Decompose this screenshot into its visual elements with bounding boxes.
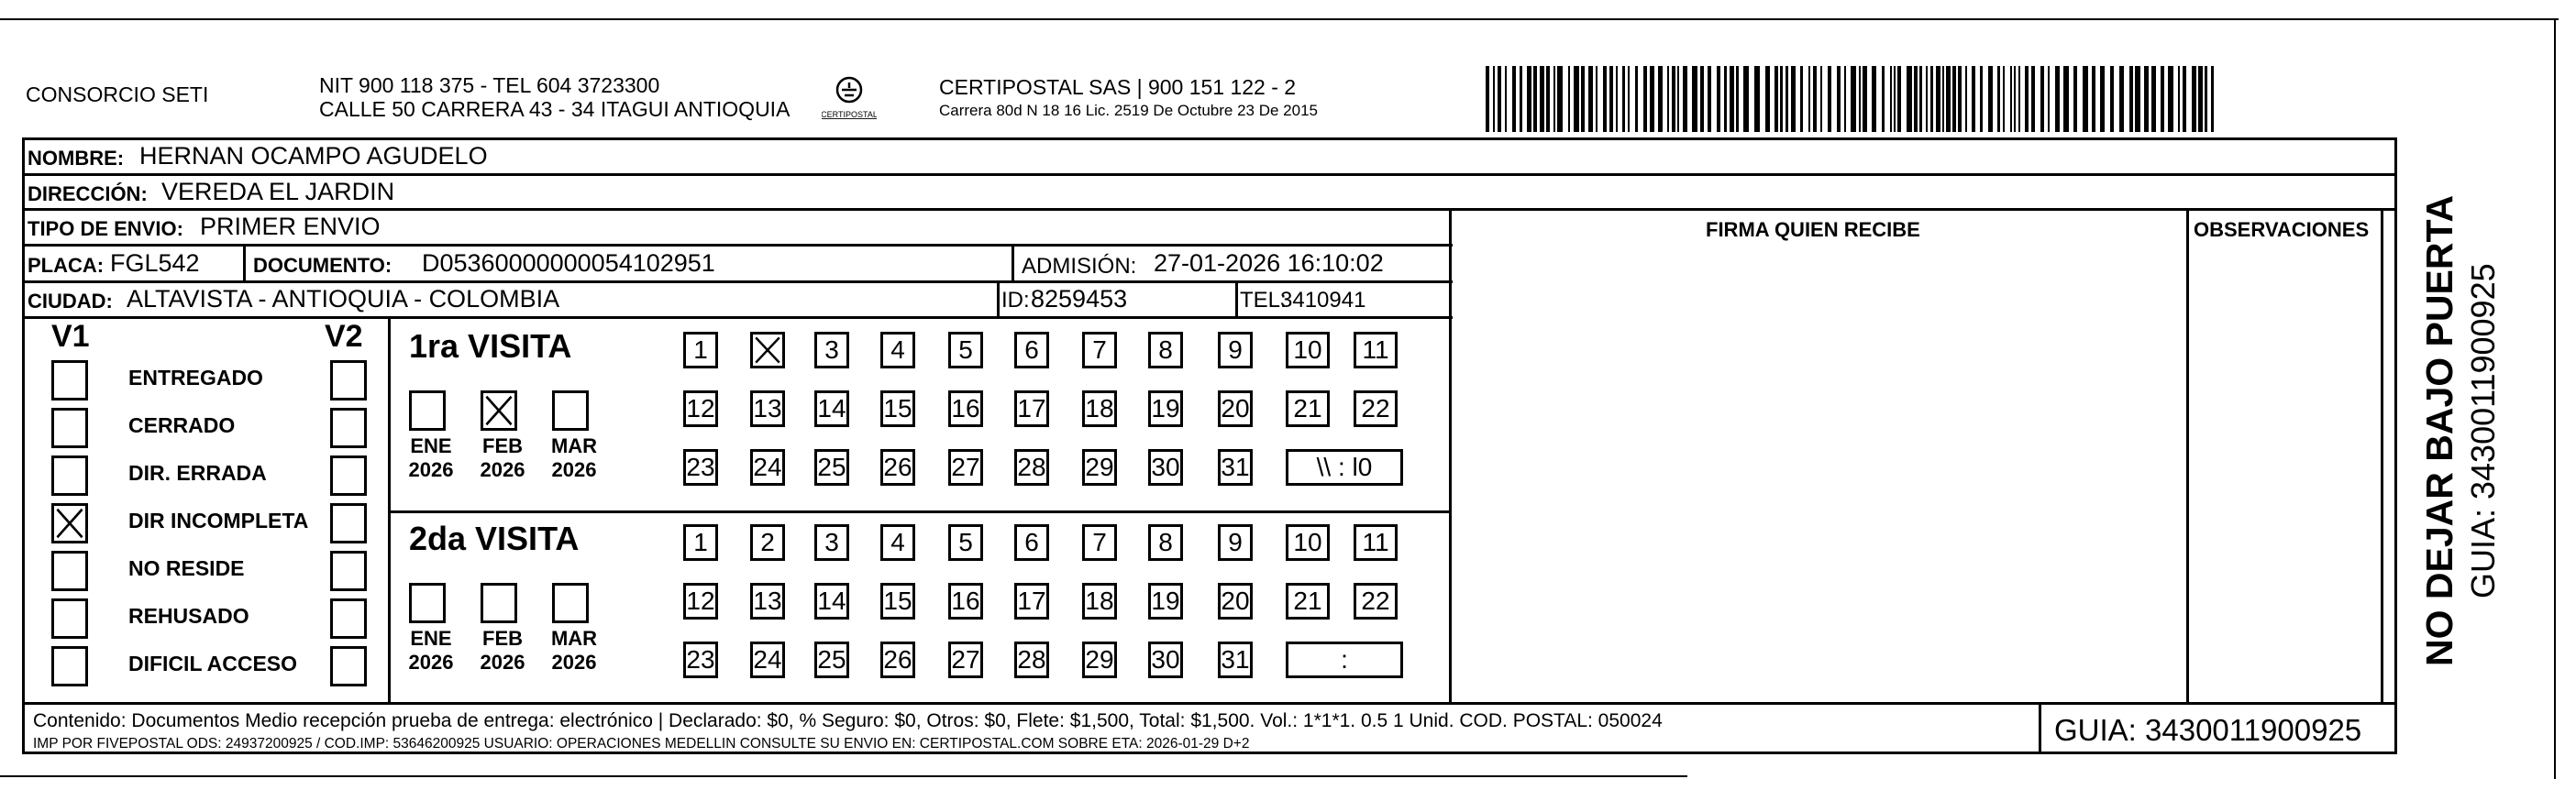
company-name: CONSORCIO SETI: [26, 82, 209, 106]
barcode-bar: [1791, 66, 1796, 132]
barcode-bar: [1588, 66, 1593, 132]
second-day-box[interactable]: 28: [1014, 642, 1049, 678]
status-label: DIFICIL ACCESO: [128, 652, 298, 675]
barcode-bar: [1724, 66, 1727, 132]
barcode-bar: [2063, 66, 2069, 132]
contenido-text: Contenido: Documentos Medio recepción prueba de entrega: electrónico | Declarado: $0, % Seguro: $0, Otros: $0, Flete: $1,500, Total: $1,500. Vol.: 1*1*1. 0.5 1 Unid. COD. POSTAL: 050024: [33, 710, 1663, 731]
v2-checkbox[interactable]: [330, 551, 367, 591]
barcode-bar: [1894, 66, 1896, 132]
second-day-box[interactable]: 27: [948, 642, 983, 678]
logo-text: CERTIPOSTAL: [822, 110, 877, 119]
barcode-bar: [2151, 66, 2156, 132]
first-day-box[interactable]: 23: [683, 449, 718, 486]
first-day-box[interactable]: 6: [1014, 332, 1049, 368]
first-day-box[interactable]: 13: [750, 390, 785, 427]
barcode-bar: [1837, 66, 1841, 132]
row-line-1: [22, 173, 2397, 176]
barcode-bar: [1872, 66, 1876, 132]
barcode-bar: [1754, 66, 1760, 132]
barcode-bar: [1730, 66, 1734, 132]
barcode-bar: [2010, 66, 2012, 132]
barcode-bar: [1919, 66, 1922, 132]
barcode-bar: [1736, 66, 1739, 132]
v1-checkbox[interactable]: [51, 646, 88, 686]
barcode-bar: [1743, 66, 1749, 132]
nombre-label: NOMBRE:: [28, 147, 125, 170]
barcode-bar: [1936, 66, 1940, 132]
barcode-bar: [1533, 66, 1537, 132]
barcode-bar: [2129, 66, 2133, 132]
barcode-bar: [2211, 66, 2214, 132]
status-label: DIR. ERRADA: [128, 461, 267, 485]
barcode-bar: [1635, 66, 1638, 132]
barcode-bar: [1622, 66, 1625, 132]
second-month-checkbox[interactable]: [481, 583, 517, 623]
barcode-bar: [1650, 66, 1654, 132]
barcode-bar: [1493, 66, 1495, 132]
first-month-checkbox[interactable]: [409, 390, 446, 431]
admision-sep: [1012, 244, 1014, 280]
first-day-box[interactable]: 10: [1286, 332, 1330, 368]
barcode-bar: [1512, 66, 1516, 132]
second-day-box[interactable]: 21: [1286, 583, 1330, 620]
row-line-5: [22, 316, 1453, 319]
barcode-bar: [2092, 66, 2095, 132]
v1-label: V1: [51, 319, 90, 354]
tel-value: 3410941: [1280, 288, 1366, 313]
no-dejar-bajo-puerta: NO DEJAR BAJO PUERTA: [2418, 194, 2460, 666]
firma-left-line: [1449, 208, 1452, 704]
second-time-box[interactable]: :: [1286, 642, 1403, 678]
admision-label: ADMISIÓN:: [1022, 254, 1137, 279]
second-day-box[interactable]: 29: [1082, 642, 1117, 678]
barcode-bar: [1596, 66, 1598, 132]
barcode-bar: [1882, 66, 1885, 132]
v2-checkbox[interactable]: [330, 503, 367, 543]
status-label: REHUSADO: [128, 604, 249, 628]
first-year-label: 2026: [551, 458, 597, 481]
second-month-label: ENE: [410, 627, 452, 650]
status-label: ENTREGADO: [128, 366, 263, 390]
barcode-bar: [1546, 66, 1550, 132]
tel-label: TEL:: [1240, 288, 1287, 313]
barcode-bar: [1786, 66, 1788, 132]
documento-value: D05360000000054102951: [422, 249, 715, 277]
barcode-bar: [1628, 66, 1630, 132]
barcode-bar: [1946, 66, 1951, 132]
barcode-bar: [2110, 66, 2114, 132]
barcode-bar: [2025, 66, 2029, 132]
second-year-label: 2026: [408, 651, 454, 674]
v1-checkbox[interactable]: [51, 455, 88, 496]
form-right: [2394, 137, 2397, 753]
form-top: [22, 137, 2397, 140]
first-visit-title: 1ra VISITA: [409, 327, 572, 365]
first-day-box[interactable]: 11: [1354, 332, 1398, 368]
direccion-value: VEREDA EL JARDIN: [161, 178, 395, 205]
second-day-box[interactable]: 11: [1354, 524, 1398, 561]
nombre-value: HERNAN OCAMPO AGUDELO: [139, 142, 488, 170]
barcode-bar: [2003, 66, 2005, 132]
second-day-box[interactable]: 24: [750, 642, 785, 678]
barcode-bar: [1765, 66, 1770, 132]
barcode-bar: [2161, 66, 2164, 132]
barcode-bar: [1553, 66, 1555, 132]
second-day-box[interactable]: 7: [1082, 524, 1117, 561]
first-day-box[interactable]: 24: [750, 449, 785, 486]
barcode-bar: [2183, 66, 2186, 132]
barcode-bar: [2048, 66, 2050, 132]
address-line: CALLE 50 CARRERA 43 - 34 ITAGUI ANTIOQUIA: [319, 97, 790, 121]
barcode-bar: [1952, 66, 1956, 132]
first-day-box[interactable]: [750, 332, 785, 368]
second-day-box[interactable]: 5: [948, 524, 983, 561]
first-day-box[interactable]: 19: [1148, 390, 1183, 427]
barcode-bar: [1800, 66, 1803, 132]
barcode-bar: [2073, 66, 2077, 132]
barcode-bar: [2100, 66, 2105, 132]
row-line-4: [22, 280, 1453, 283]
barcode-bar: [1859, 66, 1861, 132]
barcode-bar: [1658, 66, 1663, 132]
barcode-bar: [1907, 66, 1912, 132]
barcode-bar: [1780, 66, 1783, 132]
barcode-bar: [1997, 66, 2000, 132]
second-day-box[interactable]: 15: [880, 583, 915, 620]
first-day-box[interactable]: 17: [1014, 390, 1049, 427]
barcode-bar: [1828, 66, 1831, 132]
barcode-bar: [1643, 66, 1647, 132]
second-visit-title: 2da VISITA: [409, 520, 580, 557]
second-day-box[interactable]: 25: [814, 642, 849, 678]
first-day-box[interactable]: 22: [1354, 390, 1398, 427]
barcode-bar: [2014, 66, 2016, 132]
second-year-label: 2026: [551, 651, 597, 674]
certipostal-license: Carrera 80d N 18 16 Lic. 2519 De Octubre 23 De 2015: [939, 102, 1318, 119]
barcode-bar: [1965, 66, 1967, 132]
barcode-bar: [2168, 66, 2173, 132]
v1-checkbox[interactable]: [51, 598, 88, 639]
barcode-bar: [1498, 66, 1501, 132]
barcode-bar: [1581, 66, 1585, 132]
second-day-box[interactable]: 26: [880, 642, 915, 678]
barcode-bar: [2018, 66, 2020, 132]
first-day-box[interactable]: 3: [814, 332, 849, 368]
barcode-bar: [1692, 66, 1697, 132]
v1-checkbox[interactable]: [51, 503, 88, 543]
firma-header: FIRMA QUIEN RECIBE: [1706, 218, 1920, 241]
row-line-2: [22, 208, 2397, 211]
first-day-box[interactable]: 27: [948, 449, 983, 486]
barcode-bar: [1717, 66, 1720, 132]
barcode-bar: [2135, 66, 2140, 132]
barcode-bar: [2205, 66, 2207, 132]
id-value: 8259453: [1031, 285, 1128, 313]
top-border: [0, 18, 2559, 20]
side-guia: GUIA: 3430011900925: [2464, 263, 2502, 598]
second-month-label: FEB: [482, 627, 523, 650]
nit-line: NIT 900 118 375 - TEL 604 3723300: [319, 73, 660, 97]
v2-label: V2: [325, 319, 363, 354]
ciudad-label: CIUDAD:: [28, 290, 113, 313]
observaciones-header: OBSERVACIONES: [2194, 218, 2370, 241]
first-month-checkbox[interactable]: [552, 390, 589, 431]
placa-sep: [243, 244, 246, 280]
barcode-bar: [1527, 66, 1531, 132]
placa-label: PLACA:: [28, 254, 105, 277]
first-day-box[interactable]: 4: [880, 332, 915, 368]
second-day-box[interactable]: 9: [1218, 524, 1253, 561]
barcode-bar: [2178, 66, 2180, 132]
barcode-bar: [2198, 66, 2203, 132]
v1-checkbox[interactable]: [51, 408, 88, 448]
v2-checkbox[interactable]: [330, 408, 367, 448]
guia-footer-sep: [2039, 702, 2041, 753]
status-sep: [388, 316, 391, 702]
first-day-box[interactable]: 30: [1148, 449, 1183, 486]
first-day-box[interactable]: 8: [1148, 332, 1183, 368]
barcode-bar: [1486, 66, 1489, 132]
barcode-bar: [1667, 66, 1669, 132]
second-day-box[interactable]: 19: [1148, 583, 1183, 620]
second-day-box[interactable]: 31: [1218, 642, 1253, 678]
barcode-bar: [1958, 66, 1962, 132]
status-label: NO RESIDE: [128, 556, 245, 580]
right-border: [2554, 18, 2556, 779]
barcode-bar: [1609, 66, 1613, 132]
barcode-bar: [1700, 66, 1704, 132]
v1-checkbox[interactable]: [51, 360, 88, 400]
status-label: CERRADO: [128, 413, 236, 437]
barcode-bar: [1603, 66, 1607, 132]
second-day-box[interactable]: 17: [1014, 583, 1049, 620]
second-day-box[interactable]: 18: [1082, 583, 1117, 620]
second-month-checkbox[interactable]: [552, 583, 589, 623]
tipo-label: TIPO DE ENVIO:: [28, 217, 183, 240]
barcode-bar: [1505, 66, 1507, 132]
first-day-box[interactable]: 15: [880, 390, 915, 427]
id-sep: [997, 280, 1000, 317]
footer-guia: GUIA: 3430011900925: [2054, 713, 2362, 747]
status-label: DIR INCOMPLETA: [128, 509, 309, 532]
barcode-bar: [2144, 66, 2149, 132]
form-left: [22, 137, 25, 753]
second-day-box[interactable]: 23: [683, 642, 718, 678]
second-day-box[interactable]: 3: [814, 524, 849, 561]
first-day-box[interactable]: 9: [1218, 332, 1253, 368]
second-month-label: MAR: [550, 627, 598, 650]
placa-value: FGL542: [110, 249, 200, 277]
barcode-bar: [1540, 66, 1544, 132]
certipostal-logo: [822, 71, 877, 123]
ciudad-value: ALTAVISTA - ANTIOQUIA - COLOMBIA: [127, 285, 560, 313]
first-day-box[interactable]: 18: [1082, 390, 1117, 427]
first-day-box[interactable]: 5: [948, 332, 983, 368]
tipo-value: PRIMER ENVIO: [200, 213, 381, 240]
second-day-box[interactable]: 13: [750, 583, 785, 620]
first-day-box[interactable]: 16: [948, 390, 983, 427]
second-year-label: 2026: [480, 651, 525, 674]
barcode-bar: [1897, 66, 1901, 132]
second-day-box[interactable]: 10: [1286, 524, 1330, 561]
second-month-checkbox[interactable]: [409, 583, 446, 623]
first-day-box[interactable]: 1: [683, 332, 718, 368]
barcode-bar: [1844, 66, 1846, 132]
barcode-bar: [2192, 66, 2196, 132]
barcode-bar: [1574, 66, 1579, 132]
first-year-label: 2026: [480, 458, 525, 481]
tel-sep: [1235, 280, 1238, 317]
second-day-box[interactable]: 1: [683, 524, 718, 561]
barcode-bar: [1672, 66, 1675, 132]
barcode-bar: [1942, 66, 1944, 132]
first-day-box[interactable]: 26: [880, 449, 915, 486]
barcode-bar: [1988, 66, 1993, 132]
second-day-box[interactable]: 14: [814, 583, 849, 620]
v2-checkbox[interactable]: [330, 598, 367, 639]
first-day-box[interactable]: 25: [814, 449, 849, 486]
barcode-bar: [1520, 66, 1522, 132]
first-month-label: ENE: [410, 434, 452, 457]
barcode-bar: [1616, 66, 1618, 132]
barcode-bar: [1568, 66, 1570, 132]
barcode: [1486, 66, 2217, 132]
imp-text: IMP POR FIVEPOSTAL ODS: 24937200925 / COD.IMP: 53646200925 USUARIO: OPERACIONES MEDELLIN CONSULTE SU ENVIO EN: CERTIPOSTAL.COM SOBRE ETA: 2026-01-29 D+2: [33, 736, 1250, 752]
first-month-label: MAR: [550, 434, 598, 457]
barcode-bar: [2040, 66, 2044, 132]
first-day-box[interactable]: 7: [1082, 332, 1117, 368]
certipostal-line: CERTIPOSTAL SAS | 900 151 122 - 2: [939, 75, 1297, 99]
barcode-bar: [2083, 66, 2088, 132]
documento-label: DOCUMENTO:: [253, 254, 392, 277]
first-month-checkbox[interactable]: [481, 390, 517, 431]
barcode-bar: [1808, 66, 1810, 132]
second-day-box[interactable]: 12: [683, 583, 718, 620]
v2-checkbox[interactable]: [330, 455, 367, 496]
first-day-box[interactable]: 20: [1218, 390, 1253, 427]
obs-left-line: [2186, 208, 2189, 704]
first-day-box[interactable]: 21: [1286, 390, 1330, 427]
second-day-box[interactable]: 4: [880, 524, 915, 561]
barcode-bar: [1813, 66, 1817, 132]
barcode-bar: [2055, 66, 2060, 132]
second-day-box[interactable]: 30: [1148, 642, 1183, 678]
obs-right-line: [2381, 208, 2383, 704]
barcode-bar: [1774, 66, 1778, 132]
first-day-box[interactable]: 29: [1082, 449, 1117, 486]
row-line-3: [22, 244, 1453, 247]
barcode-bar: [1820, 66, 1822, 132]
v2-checkbox[interactable]: [330, 646, 367, 686]
v1-checkbox[interactable]: [51, 551, 88, 591]
first-day-box[interactable]: 31: [1218, 449, 1253, 486]
second-day-box[interactable]: 16: [948, 583, 983, 620]
barcode-bar: [1677, 66, 1679, 132]
barcode-bar: [1926, 66, 1928, 132]
barcode-bar: [1890, 66, 1892, 132]
barcode-bar: [2119, 66, 2124, 132]
first-time-box[interactable]: \\ : l0: [1286, 449, 1403, 486]
barcode-bar: [1914, 66, 1918, 132]
barcode-bar: [1980, 66, 1983, 132]
v2-checkbox[interactable]: [330, 360, 367, 400]
barcode-bar: [1972, 66, 1975, 132]
barcode-bar: [2031, 66, 2035, 132]
visit-sep: [388, 510, 1452, 513]
barcode-bar: [1557, 66, 1563, 132]
second-day-box[interactable]: 6: [1014, 524, 1049, 561]
first-day-box[interactable]: 12: [683, 390, 718, 427]
barcode-bar: [1930, 66, 1933, 132]
first-day-box[interactable]: 14: [814, 390, 849, 427]
first-year-label: 2026: [408, 458, 454, 481]
second-day-box[interactable]: 20: [1218, 583, 1253, 620]
bottom-edge-line: [0, 775, 1687, 777]
admision-value: 27-01-2026 16:10:02: [1154, 249, 1384, 277]
barcode-bar: [1851, 66, 1856, 132]
barcode-bar: [1863, 66, 1867, 132]
id-label: ID:: [1001, 288, 1030, 313]
first-month-label: FEB: [482, 434, 523, 457]
second-day-box[interactable]: 2: [750, 524, 785, 561]
direccion-label: DIRECCIÓN:: [28, 182, 148, 205]
second-day-box[interactable]: 22: [1354, 583, 1398, 620]
second-day-box[interactable]: 8: [1148, 524, 1183, 561]
barcode-bar: [1708, 66, 1711, 132]
first-day-box[interactable]: 28: [1014, 449, 1049, 486]
barcode-bar: [1683, 66, 1687, 132]
